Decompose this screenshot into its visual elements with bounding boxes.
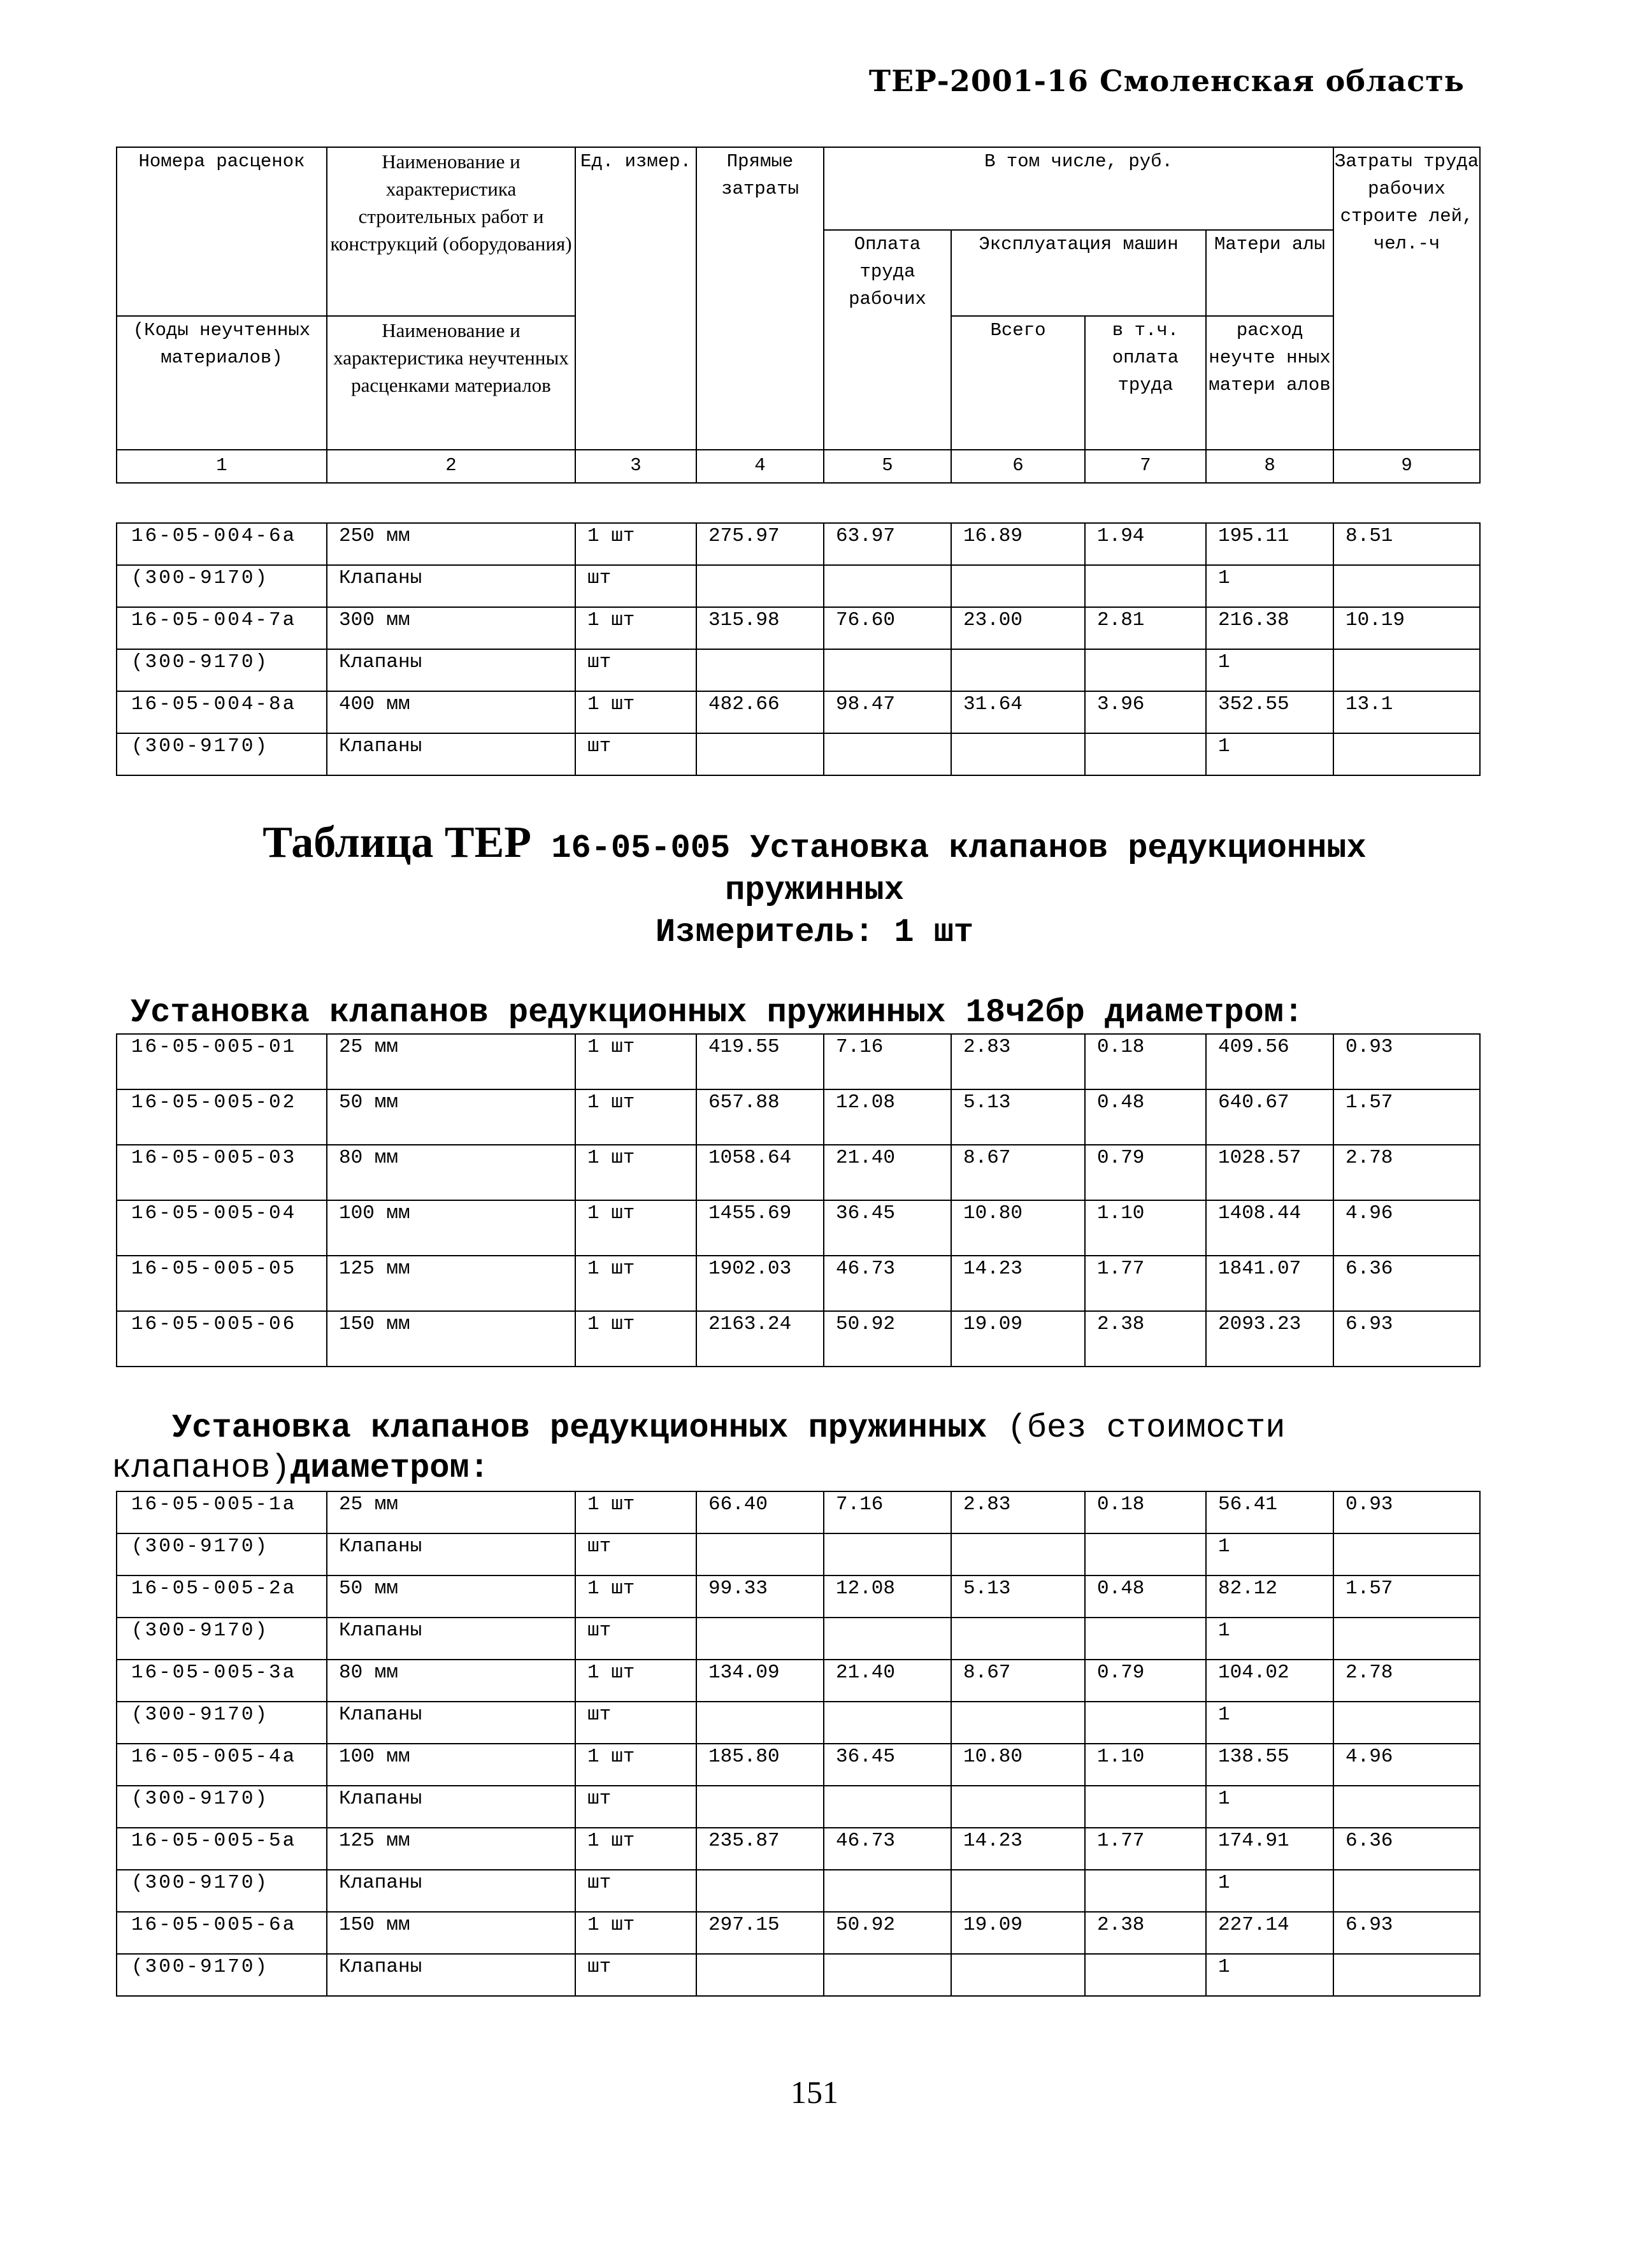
machine-total-cell: 19.09 (951, 1311, 1085, 1367)
labor-hours-cell (1333, 1954, 1480, 1996)
labor-pay-cell (824, 1702, 951, 1744)
machine-labor-cell: 2.38 (1085, 1311, 1206, 1367)
materials-cell: 1 (1206, 649, 1333, 691)
machine-labor-cell: 1.77 (1085, 1256, 1206, 1311)
rate-code-cell: 16-05-005-04 (117, 1200, 327, 1256)
description-cell: 25 мм (327, 1034, 575, 1089)
unit-cell: 1 шт (575, 1491, 696, 1533)
machine-labor-cell (1085, 733, 1206, 775)
column-number: 3 (575, 450, 696, 483)
header-rate-numbers: Номера расценок (117, 147, 327, 316)
unit-line: Измеритель: 1 шт (655, 914, 974, 951)
rate-code-cell: (300-9170) (117, 1786, 327, 1828)
machine-labor-cell: 0.48 (1085, 1575, 1206, 1618)
machine-total-cell: 14.23 (951, 1828, 1085, 1870)
labor-pay-cell: 12.08 (824, 1575, 951, 1618)
rate-code-cell: (300-9170) (117, 1870, 327, 1912)
labor-hours-cell (1333, 1702, 1480, 1744)
labor-pay-cell: 50.92 (824, 1912, 951, 1954)
column-number: 9 (1333, 450, 1480, 483)
column-number: 7 (1085, 450, 1206, 483)
materials-cell: 1 (1206, 733, 1333, 775)
machine-labor-cell (1085, 1533, 1206, 1575)
table-row (117, 1828, 1480, 1870)
unit-cell: шт (575, 565, 696, 607)
unit-cell: 1 шт (575, 1828, 696, 1870)
machine-labor-cell (1085, 1786, 1206, 1828)
table-row (117, 1089, 1480, 1145)
direct-cost-cell: 297.15 (696, 1912, 824, 1954)
machine-total-cell (951, 1618, 1085, 1660)
materials-cell: 1 (1206, 1954, 1333, 1996)
labor-pay-cell: 46.73 (824, 1828, 951, 1870)
direct-cost-cell: 315.98 (696, 607, 824, 649)
labor-pay-cell (824, 1954, 951, 1996)
running-head: ТЕР-2001-16 Смоленская область (868, 64, 1465, 98)
table-row (117, 1034, 1480, 1089)
table-row (117, 607, 1480, 649)
direct-cost-cell (696, 1533, 824, 1575)
rate-code-cell: (300-9170) (117, 1533, 327, 1575)
machine-labor-cell: 2.38 (1085, 1912, 1206, 1954)
table-label: Таблица ТЕР (262, 818, 532, 867)
labor-hours-cell (1333, 733, 1480, 775)
machine-total-cell (951, 1954, 1085, 1996)
header-unit: Ед. измер. (575, 147, 696, 450)
rate-code-cell: (300-9170) (117, 649, 327, 691)
machine-labor-cell: 3.96 (1085, 691, 1206, 733)
materials-cell: 138.55 (1206, 1744, 1333, 1786)
labor-pay-cell (824, 733, 951, 775)
machine-total-cell: 10.80 (951, 1744, 1085, 1786)
labor-pay-cell (824, 1870, 951, 1912)
labor-pay-cell: 46.73 (824, 1256, 951, 1311)
machine-total-cell: 8.67 (951, 1145, 1085, 1200)
machine-total-cell (951, 733, 1085, 775)
table-row (117, 565, 1480, 607)
direct-cost-cell (696, 1702, 824, 1744)
table-row (117, 733, 1480, 775)
rate-code-cell: (300-9170) (117, 1702, 327, 1744)
labor-pay-cell (824, 1618, 951, 1660)
unit-cell: 1 шт (575, 1575, 696, 1618)
labor-pay-cell: 50.92 (824, 1311, 951, 1367)
machine-labor-cell (1085, 1870, 1206, 1912)
description-cell: 150 мм (327, 1311, 575, 1367)
direct-cost-cell (696, 649, 824, 691)
rate-code-cell: 16-05-005-5а (117, 1828, 327, 1870)
column-number: 6 (951, 450, 1085, 483)
description-cell: 50 мм (327, 1089, 575, 1145)
section-title (0, 818, 1629, 954)
direct-cost-cell: 1455.69 (696, 1200, 824, 1256)
labor-pay-cell: 7.16 (824, 1034, 951, 1089)
table-row (117, 1660, 1480, 1702)
materials-cell: 82.12 (1206, 1575, 1333, 1618)
materials-cell: 1 (1206, 1533, 1333, 1575)
table-row (117, 1491, 1480, 1533)
machine-labor-cell: 1.10 (1085, 1744, 1206, 1786)
machine-labor-cell: 1.77 (1085, 1828, 1206, 1870)
unit-cell: 1 шт (575, 1200, 696, 1256)
header-machine-exploitation: Эксплуатация машин (951, 230, 1206, 316)
machine-labor-cell (1085, 1954, 1206, 1996)
unit-cell: 1 шт (575, 1256, 696, 1311)
materials-cell: 174.91 (1206, 1828, 1333, 1870)
machine-total-cell (951, 1533, 1085, 1575)
rate-code-cell: 16-05-004-6а (117, 523, 327, 565)
direct-cost-cell: 134.09 (696, 1660, 824, 1702)
machine-total-cell: 2.83 (951, 1491, 1085, 1533)
unit-cell: 1 шт (575, 607, 696, 649)
subtitle-18ch2br: Установка клапанов редукционных пружинных 18ч2бр диаметром: (131, 994, 1304, 1031)
machine-total-cell (951, 1786, 1085, 1828)
machine-labor-cell (1085, 565, 1206, 607)
description-cell: 25 мм (327, 1491, 575, 1533)
description-cell: 100 мм (327, 1200, 575, 1256)
subtitle-part3: клапанов) (111, 1449, 291, 1487)
labor-hours-cell: 4.96 (1333, 1744, 1480, 1786)
header-labor-pay: Оплата труда рабочих (824, 230, 951, 450)
machine-total-cell (951, 1702, 1085, 1744)
unit-cell: шт (575, 1618, 696, 1660)
direct-cost-cell (696, 1618, 824, 1660)
machine-labor-cell (1085, 649, 1206, 691)
materials-cell: 409.56 (1206, 1034, 1333, 1089)
description-cell: Клапаны (327, 1786, 575, 1828)
table-row (117, 1533, 1480, 1575)
machine-total-cell: 31.64 (951, 691, 1085, 733)
direct-cost-cell: 2163.24 (696, 1311, 824, 1367)
machine-labor-cell: 0.79 (1085, 1145, 1206, 1200)
unit-cell: 1 шт (575, 1311, 696, 1367)
materials-cell: 1408.44 (1206, 1200, 1333, 1256)
labor-hours-cell (1333, 1533, 1480, 1575)
labor-pay-cell: 12.08 (824, 1089, 951, 1145)
labor-hours-cell (1333, 1786, 1480, 1828)
subtitle-without-valves-line1 (172, 1409, 1286, 1447)
materials-cell: 56.41 (1206, 1491, 1333, 1533)
labor-hours-cell: 4.96 (1333, 1200, 1480, 1256)
rates-table-16-05-005 (116, 1033, 1481, 1367)
labor-hours-cell (1333, 1870, 1480, 1912)
page-number: 151 (791, 2074, 838, 2110)
table-row (117, 523, 1480, 565)
table-row (117, 1954, 1480, 1996)
table-row (117, 649, 1480, 691)
unit-cell: шт (575, 1786, 696, 1828)
materials-cell: 352.55 (1206, 691, 1333, 733)
direct-cost-cell: 657.88 (696, 1089, 824, 1145)
machine-labor-cell: 1.94 (1085, 523, 1206, 565)
labor-hours-cell: 6.36 (1333, 1256, 1480, 1311)
machine-total-cell: 2.83 (951, 1034, 1085, 1089)
table-row (117, 1744, 1480, 1786)
rate-code-cell: 16-05-004-8а (117, 691, 327, 733)
table-row (117, 1256, 1480, 1311)
rate-code-cell: 16-05-005-1а (117, 1491, 327, 1533)
labor-pay-cell: 7.16 (824, 1491, 951, 1533)
rate-code-cell: 16-05-004-7а (117, 607, 327, 649)
direct-cost-cell (696, 565, 824, 607)
unit-cell: шт (575, 649, 696, 691)
subtitle-without-valves-line2 (111, 1449, 489, 1488)
labor-pay-cell: 36.45 (824, 1744, 951, 1786)
column-number: 2 (327, 450, 575, 483)
unit-cell: 1 шт (575, 1744, 696, 1786)
rate-code-cell: 16-05-005-01 (117, 1034, 327, 1089)
labor-hours-cell: 10.19 (1333, 607, 1480, 649)
rate-code-cell: 16-05-005-3а (117, 1660, 327, 1702)
machine-total-cell: 5.13 (951, 1089, 1085, 1145)
table-row (117, 1575, 1480, 1618)
direct-cost-cell: 99.33 (696, 1575, 824, 1618)
direct-cost-cell: 1902.03 (696, 1256, 824, 1311)
labor-pay-cell: 21.40 (824, 1660, 951, 1702)
column-number: 5 (824, 450, 951, 483)
column-number: 4 (696, 450, 824, 483)
header-total: Всего (951, 316, 1085, 450)
rate-code-cell: 16-05-005-4а (117, 1744, 327, 1786)
materials-cell: 195.11 (1206, 523, 1333, 565)
direct-cost-cell: 419.55 (696, 1034, 824, 1089)
machine-total-cell: 23.00 (951, 607, 1085, 649)
table-title-line1: 16-05-005 Установка клапанов редукционных (551, 829, 1367, 867)
rate-code-cell: (300-9170) (117, 1954, 327, 1996)
description-cell: 80 мм (327, 1660, 575, 1702)
rate-code-cell: 16-05-005-02 (117, 1089, 327, 1145)
rate-code-cell: 16-05-005-6а (117, 1912, 327, 1954)
description-cell: 150 мм (327, 1912, 575, 1954)
labor-hours-cell: 1.57 (1333, 1575, 1480, 1618)
description-cell: 400 мм (327, 691, 575, 733)
subtitle-part1: Установка клапанов редукционных пружинных (172, 1409, 987, 1447)
header-materials: Матери алы (1206, 230, 1333, 316)
unit-cell: 1 шт (575, 1145, 696, 1200)
labor-hours-cell (1333, 565, 1480, 607)
labor-hours-cell: 1.57 (1333, 1089, 1480, 1145)
header-unaccounted-consumption: расход неучте нных матери алов (1206, 316, 1333, 450)
unit-cell: 1 шт (575, 523, 696, 565)
materials-cell: 216.38 (1206, 607, 1333, 649)
labor-hours-cell: 8.51 (1333, 523, 1480, 565)
labor-hours-cell: 0.93 (1333, 1034, 1480, 1089)
direct-cost-cell: 66.40 (696, 1491, 824, 1533)
materials-cell: 1841.07 (1206, 1256, 1333, 1311)
machine-labor-cell (1085, 1618, 1206, 1660)
materials-cell: 1 (1206, 1786, 1333, 1828)
description-cell: Клапаны (327, 1954, 575, 1996)
direct-cost-cell: 275.97 (696, 523, 824, 565)
labor-pay-cell: 63.97 (824, 523, 951, 565)
unit-cell: шт (575, 1702, 696, 1744)
labor-pay-cell (824, 649, 951, 691)
labor-hours-cell: 6.93 (1333, 1311, 1480, 1367)
header-unaccounted-codes: (Коды неучтенных материалов) (117, 316, 327, 450)
machine-total-cell: 5.13 (951, 1575, 1085, 1618)
column-number: 1 (117, 450, 327, 483)
table-row (117, 1702, 1480, 1744)
materials-cell: 1 (1206, 1702, 1333, 1744)
rate-code-cell: (300-9170) (117, 733, 327, 775)
machine-total-cell (951, 1870, 1085, 1912)
header-labor-costs: Затраты труда рабочих строите лей, чел.-ч (1333, 147, 1480, 450)
labor-hours-cell (1333, 649, 1480, 691)
header-incl-labor: в т.ч. оплата труда (1085, 316, 1206, 450)
unit-cell: шт (575, 1533, 696, 1575)
machine-labor-cell: 0.48 (1085, 1089, 1206, 1145)
labor-pay-cell: 36.45 (824, 1200, 951, 1256)
subtitle-part4: диаметром: (290, 1449, 489, 1487)
machine-total-cell: 10.80 (951, 1200, 1085, 1256)
unit-cell: шт (575, 733, 696, 775)
description-cell: 300 мм (327, 607, 575, 649)
machine-labor-cell: 2.81 (1085, 607, 1206, 649)
rate-code-cell: 16-05-005-03 (117, 1145, 327, 1200)
materials-cell: 227.14 (1206, 1912, 1333, 1954)
unit-cell: 1 шт (575, 1034, 696, 1089)
labor-pay-cell: 76.60 (824, 607, 951, 649)
table-row (117, 1145, 1480, 1200)
unit-cell: 1 шт (575, 1660, 696, 1702)
materials-cell: 2093.23 (1206, 1311, 1333, 1367)
labor-pay-cell (824, 565, 951, 607)
machine-labor-cell: 1.10 (1085, 1200, 1206, 1256)
labor-pay-cell (824, 1533, 951, 1575)
machine-total-cell (951, 649, 1085, 691)
table-row (117, 691, 1480, 733)
description-cell: 125 мм (327, 1828, 575, 1870)
machine-labor-cell: 0.18 (1085, 1491, 1206, 1533)
direct-cost-cell (696, 1870, 824, 1912)
subtitle-part2: (без стоимости (1007, 1409, 1286, 1447)
table-row (117, 1912, 1480, 1954)
materials-cell: 1 (1206, 565, 1333, 607)
table-row (117, 1618, 1480, 1660)
table-row (117, 1311, 1480, 1367)
unit-cell: 1 шт (575, 1912, 696, 1954)
labor-hours-cell: 6.93 (1333, 1912, 1480, 1954)
machine-labor-cell: 0.18 (1085, 1034, 1206, 1089)
rates-table-16-05-005-without-valves (116, 1491, 1481, 1997)
materials-cell: 1 (1206, 1618, 1333, 1660)
machine-total-cell: 14.23 (951, 1256, 1085, 1311)
direct-cost-cell: 482.66 (696, 691, 824, 733)
machine-labor-cell: 0.79 (1085, 1660, 1206, 1702)
unit-cell: 1 шт (575, 1089, 696, 1145)
labor-hours-cell: 2.78 (1333, 1660, 1480, 1702)
direct-cost-cell (696, 733, 824, 775)
machine-total-cell: 8.67 (951, 1660, 1085, 1702)
labor-pay-cell: 21.40 (824, 1145, 951, 1200)
column-number: 8 (1206, 450, 1333, 483)
description-cell: 250 мм (327, 523, 575, 565)
rate-code-cell: 16-05-005-06 (117, 1311, 327, 1367)
table-row (117, 1200, 1480, 1256)
labor-hours-cell: 6.36 (1333, 1828, 1480, 1870)
header-work-name: Наименование и характеристика строительных работ и конструкций (оборудования) (327, 147, 575, 316)
direct-cost-cell (696, 1786, 824, 1828)
labor-hours-cell: 0.93 (1333, 1491, 1480, 1533)
header-including: В том числе, руб. (824, 147, 1333, 230)
description-cell: Клапаны (327, 733, 575, 775)
description-cell: Клапаны (327, 1870, 575, 1912)
description-cell: 50 мм (327, 1575, 575, 1618)
description-cell: 100 мм (327, 1744, 575, 1786)
machine-total-cell: 16.89 (951, 523, 1085, 565)
header-table (116, 147, 1481, 484)
machine-labor-cell (1085, 1702, 1206, 1744)
rate-code-cell: 16-05-005-05 (117, 1256, 327, 1311)
machine-total-cell: 19.09 (951, 1912, 1085, 1954)
rates-table-16-05-004 (116, 522, 1481, 776)
labor-hours-cell: 13.1 (1333, 691, 1480, 733)
labor-hours-cell (1333, 1618, 1480, 1660)
unit-cell: шт (575, 1954, 696, 1996)
materials-cell: 640.67 (1206, 1089, 1333, 1145)
direct-cost-cell: 185.80 (696, 1744, 824, 1786)
labor-pay-cell: 98.47 (824, 691, 951, 733)
materials-cell: 104.02 (1206, 1660, 1333, 1702)
description-cell: Клапаны (327, 649, 575, 691)
description-cell: Клапаны (327, 1702, 575, 1744)
materials-cell: 1028.57 (1206, 1145, 1333, 1200)
rate-code-cell: (300-9170) (117, 565, 327, 607)
unit-cell: шт (575, 1870, 696, 1912)
description-cell: 125 мм (327, 1256, 575, 1311)
unit-cell: 1 шт (575, 691, 696, 733)
machine-total-cell (951, 565, 1085, 607)
materials-cell: 1 (1206, 1870, 1333, 1912)
direct-cost-cell (696, 1954, 824, 1996)
description-cell: Клапаны (327, 1533, 575, 1575)
labor-hours-cell: 2.78 (1333, 1145, 1480, 1200)
description-cell: Клапаны (327, 1618, 575, 1660)
header-direct-costs: Прямые затраты (696, 147, 824, 450)
table-row (117, 1786, 1480, 1828)
labor-pay-cell (824, 1786, 951, 1828)
table-title-line2: пружинных (725, 872, 904, 909)
description-cell: Клапаны (327, 565, 575, 607)
rate-code-cell: 16-05-005-2а (117, 1575, 327, 1618)
direct-cost-cell: 1058.64 (696, 1145, 824, 1200)
rate-code-cell: (300-9170) (117, 1618, 327, 1660)
header-unaccounted-names: Наименование и характеристика неучтенных расценками материалов (327, 316, 575, 450)
direct-cost-cell: 235.87 (696, 1828, 824, 1870)
table-row (117, 1870, 1480, 1912)
description-cell: 80 мм (327, 1145, 575, 1200)
